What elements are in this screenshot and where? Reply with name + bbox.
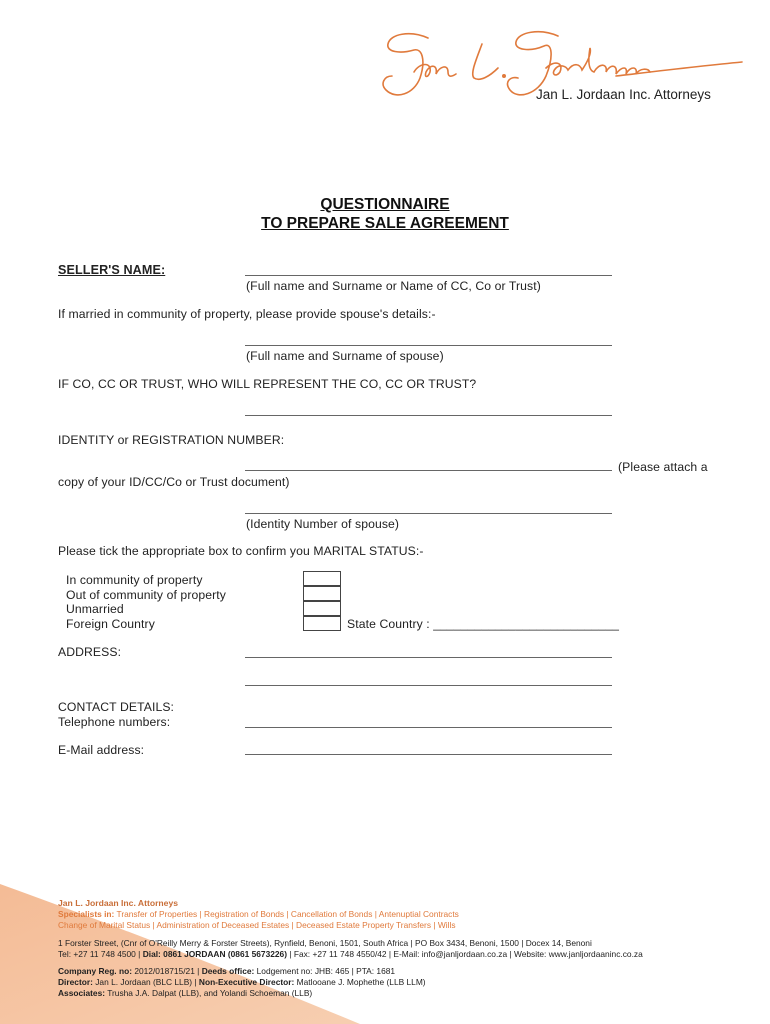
attach-note-2: copy of your ID/CC/Co or Trust document): [58, 475, 290, 489]
nonexec-label: Non-Executive Director:: [198, 977, 295, 987]
address-label: ADDRESS:: [58, 645, 122, 659]
reg-label: Company Reg. no:: [58, 966, 132, 976]
footer-director: [58, 977, 426, 987]
reg-value: 2012/018715/21 |: [134, 966, 200, 976]
footer-contact-line: [58, 949, 643, 959]
married-instructions: If married in community of property, please provide spouse's details:-: [58, 307, 436, 321]
footer-dial: Dial: 0861 JORDAAN (0861 5673226): [142, 949, 288, 959]
telephone-label: Telephone numbers:: [58, 715, 171, 729]
state-country-field[interactable]: State Country : ___________________________: [347, 617, 619, 631]
associates-value: Trusha J.A. Dalpat (LLB), and Yolandi Schoeman (LLB): [107, 988, 313, 998]
spouse-name-field[interactable]: [245, 345, 612, 346]
marital-option: Unmarried: [66, 602, 124, 616]
associates-label: Associates:: [58, 988, 106, 998]
page-title-line-1: QUESTIONNAIRE: [320, 196, 450, 213]
email-label: E-Mail address:: [58, 743, 145, 757]
page-title-line-2: TO PREPARE SALE AGREEMENT: [261, 215, 509, 232]
address-line-2[interactable]: [245, 685, 612, 686]
director-value: Jan L. Jordaan (BLC LLB) |: [95, 977, 197, 987]
deeds-value: Lodgement no: JHB: 465 | PTA: 1681: [256, 966, 396, 976]
footer-registration: [58, 966, 395, 976]
checkbox-in-community[interactable]: [303, 571, 341, 586]
telephone-field[interactable]: [245, 727, 612, 728]
marital-option: Foreign Country: [66, 617, 155, 631]
representative-field[interactable]: [245, 415, 612, 416]
footer-address: 1 Forster Street, (Cnr of O'Reilly Merry & Forster Streets), Rynfield, Benoni, 1501, South Africa | PO Box 3434, Benoni, 1500 | Docex 14, Benoni: [58, 938, 592, 948]
footer-specialists-1: [58, 909, 459, 919]
email-field[interactable]: [245, 754, 612, 755]
marital-option: In community of property: [66, 573, 203, 587]
seller-name-hint: (Full name and Surname or Name of CC, Co or Trust): [246, 279, 541, 293]
seller-name-label: SELLER'S NAME:: [58, 263, 166, 277]
spouse-id-field[interactable]: [245, 513, 612, 514]
checkbox-foreign-country[interactable]: [303, 616, 341, 631]
attach-note-1: (Please attach a: [618, 460, 708, 474]
footer-specialists-2: Change of Marital Status | Administration of Deceased Estates | Deceased Estate Property Transfers | Wills: [58, 920, 456, 930]
spouse-name-hint: (Full name and Surname of spouse): [246, 349, 444, 363]
specialists-label: Specialists in:: [58, 909, 115, 919]
specialists-list-1: Transfer of Properties | Registration of Bonds | Cancellation of Bonds | Antenuptial Contracts: [116, 909, 459, 919]
deeds-label: Deeds office:: [201, 966, 255, 976]
nonexec-value: Matlooane J. Mophethe (LLB LLM): [296, 977, 426, 987]
marital-status-prompt: Please tick the appropriate box to confirm you MARITAL STATUS:-: [58, 544, 424, 558]
footer-fax-email-web: | Fax: +27 11 748 4550/42 | E-Mail: info@janljordaan.co.za | Website: www.janljordaaninc.co.za: [289, 949, 643, 959]
representative-question: IF CO, CC OR TRUST, WHO WILL REPRESENT THE CO, CC OR TRUST?: [58, 377, 477, 391]
seller-name-field[interactable]: [245, 275, 612, 276]
footer-firm-name: Jan L. Jordaan Inc. Attorneys: [58, 898, 179, 908]
address-line-1[interactable]: [245, 657, 612, 658]
contact-details-label: CONTACT DETAILS:: [58, 700, 175, 714]
checkbox-out-of-community[interactable]: [303, 586, 341, 601]
firm-name: Jan L. Jordaan Inc. Attorneys: [536, 87, 711, 102]
footer-tel: Tel: +27 11 748 4500 |: [58, 949, 141, 959]
marital-option: Out of community of property: [66, 588, 226, 602]
spouse-id-hint: (Identity Number of spouse): [246, 517, 400, 531]
identity-number-label: IDENTITY or REGISTRATION NUMBER:: [58, 433, 285, 447]
director-label: Director:: [58, 977, 93, 987]
checkbox-unmarried[interactable]: [303, 601, 341, 616]
footer-associates: [58, 988, 312, 998]
identity-number-field[interactable]: [245, 470, 612, 471]
